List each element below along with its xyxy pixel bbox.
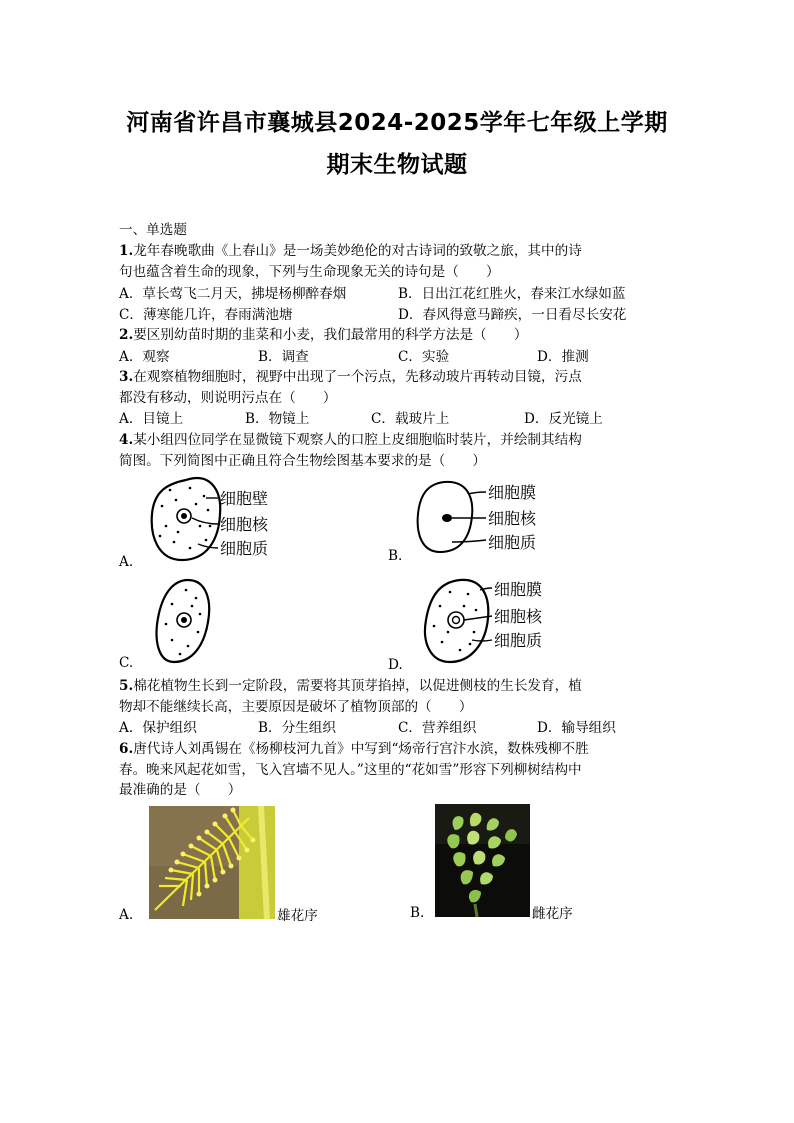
cell-diagram-c <box>152 576 216 666</box>
cell-diagram-b <box>414 478 564 558</box>
question-6-text3: 最准确的是（ ） <box>119 782 242 798</box>
male-catkin-photo <box>149 806 275 919</box>
question-4-option-c: C. <box>119 655 134 671</box>
fig-d-label-1: 细胞膜 <box>494 580 543 599</box>
question-4-text1: 某小组四位同学在显微镜下观察人的口腔上皮细胞临时装片，并绘制其结构 <box>133 432 582 448</box>
question-1-text2: 句也蕴含着生命的现象，下列与生命现象无关的诗句是（ ） <box>119 264 500 280</box>
section-heading: 一、单选题 <box>119 222 187 238</box>
fig-b-label-2: 细胞核 <box>488 509 537 528</box>
fig-a-label-3: 细胞质 <box>220 539 269 558</box>
question-2-line1 <box>119 326 527 344</box>
question-2-text1: 要区别幼苗时期的韭菜和小麦，我们最常用的科学方法是（ ） <box>133 327 528 343</box>
fig-d-label-3: 细胞质 <box>494 631 543 650</box>
question-1-option-d: D．春风得意马蹄疾，一日看尽长安花 <box>398 307 627 323</box>
question-3-option-b: B．物镜上 <box>245 411 310 427</box>
question-1-text1: 龙年春晚歌曲《上春山》是一场美妙绝伦的对古诗词的致敬之旅，其中的诗 <box>133 243 582 259</box>
fig-d-label-2: 细胞核 <box>494 607 543 626</box>
question-4-option-a: A. <box>119 554 134 570</box>
cell-diagram-a <box>148 474 288 564</box>
female-catkin-photo <box>435 804 530 917</box>
question-1-option-b: B．日出江花红胜火，春来江水绿如蓝 <box>398 286 626 302</box>
question-6-option-b: B. <box>410 905 425 921</box>
question-3-number: 3. <box>119 369 134 385</box>
question-1-number: 1. <box>119 243 134 259</box>
question-5-option-d: D．输导组织 <box>537 720 616 736</box>
question-6-text2: 春。晚来风起花如雪，飞入宫墙不见人。”这里的“花如雪”形容下列柳树结构中 <box>119 762 582 778</box>
question-4-option-d: D. <box>388 657 403 673</box>
question-6-option-a: A. <box>119 907 134 923</box>
question-5-line1 <box>119 677 582 695</box>
cell-diagram-d <box>420 576 570 668</box>
question-5-option-a: A．保护组织 <box>119 720 197 736</box>
female-catkin-caption: 雌花序 <box>532 906 573 922</box>
question-1-option-c: C．薄寒能几许，春雨满池塘 <box>119 307 293 323</box>
question-3-line1 <box>119 368 582 386</box>
question-2-option-d: D．推测 <box>537 349 589 365</box>
fig-a-label-2: 细胞核 <box>220 515 269 534</box>
question-1-option-a: A．草长莺飞二月天，拂堤杨柳醉春烟 <box>119 286 347 302</box>
question-4-line1 <box>119 431 582 449</box>
question-3-text2: 都没有移动，则说明污点在（ ） <box>119 390 337 406</box>
question-5-text1: 棉花植物生长到一定阶段，需要将其顶芽掐掉，以促进侧枝的生长发育，植 <box>133 678 582 694</box>
question-3-option-c: C．载玻片上 <box>371 411 450 427</box>
question-3-text1: 在观察植物细胞时，视野中出现了一个污点，先移动玻片再转动目镜，污点 <box>133 369 582 385</box>
question-4-text2: 简图。下列简图中正确且符合生物绘图基本要求的是（ ） <box>119 453 487 469</box>
question-4-number: 4. <box>119 432 134 448</box>
question-6-text1: 唐代诗人刘禹锡在《杨柳枝河九首》中写到“炀帝行宫汴水滨，数株残柳不胜 <box>133 741 589 757</box>
question-2-option-b: B．调查 <box>258 349 309 365</box>
question-6-line1 <box>119 740 589 758</box>
question-5-option-b: B．分生组织 <box>258 720 336 736</box>
fig-a-label-1: 细胞壁 <box>220 489 269 508</box>
question-1-line1 <box>119 242 582 260</box>
fig-b-label-1: 细胞膜 <box>488 483 537 502</box>
question-6-number: 6. <box>119 741 134 757</box>
question-2-option-c: C．实验 <box>398 349 450 365</box>
question-4-option-b: B. <box>388 548 403 564</box>
question-5-option-c: C．营养组织 <box>398 720 477 736</box>
question-2-option-a: A．观察 <box>119 349 170 365</box>
question-3-option-a: A．目镜上 <box>119 411 184 427</box>
male-catkin-caption: 雄花序 <box>277 908 318 924</box>
question-5-text2: 物却不能继续长高，主要原因是破坏了植物顶部的（ ） <box>119 699 473 715</box>
fig-b-label-3: 细胞质 <box>488 533 537 552</box>
question-5-number: 5. <box>119 678 134 694</box>
question-3-option-d: D．反光镜上 <box>524 411 603 427</box>
exam-title-line2: 期末生物试题 <box>326 152 468 178</box>
question-2-number: 2. <box>119 327 134 343</box>
exam-title-line1: 河南省许昌市襄城县2024-2025学年七年级上学期 <box>126 110 668 136</box>
